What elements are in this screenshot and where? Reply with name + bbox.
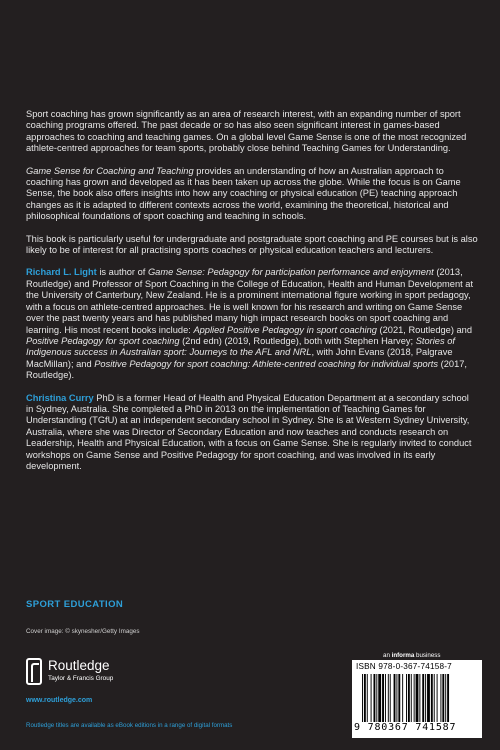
bio-text: , with John Evans (2018, Palgrave MacMillan); and [26,347,453,369]
audience-paragraph: This book is particularly useful for undergraduate and postgraduate sport coaching and PE courses but is also likely to be of interest for all practising sports coaches or physical education teachers and lecturers. [26,233,478,256]
bio-text: is author of [96,267,148,278]
isbn-number: ISBN 978-0-367-74158-7 [356,662,452,671]
bio-text: (2013, Routledge) and Professor of Sport Coaching in the College of Education, Health and Human Development at the University of Canterbury, New Zealand. He is a prominent international figure working in sport pedagogy, with a focus on athlete-centred approaches. He is well known for his research and writing on Game Sense over the past twenty years and has published many high impact research books on sport coaching and learning. His most recent books include: [26,267,474,335]
publisher-group: Taylor & Francis Group [48,675,114,682]
bio-title: Stories of Indigenous success in Australian sport: Journeys to the AFL and NRL [26,335,455,358]
intro-paragraph: Sport coaching has grown significantly as an area of research interest, with an expanding number of sport coaching programs offered. The past decade or so has also seen significant interest in games-based approaches to coaching and teaching games. On a global level Game Sense is one of the most recognized athlete-centred approaches for team sports, probably close behind Teaching Games for Understanding. [26,109,467,154]
book-title: Game Sense for Coaching and Teaching [26,165,194,176]
bio-text: PhD is a former Head of Health and Physical Education Department at a secondary school in Sydney, Australia. She completed a PhD in 2013 on the implementation of Teaching Games for Understanding (TGfU) at an independent secondary school in Sydney. She is at Western Sydney University, Australia, where she was Director of Secondary Education and now teaches and conducts research on Leadership, Health and Physical Education, with a focus on Game Sense. She is regularly invited to conduct workshops on Game Sense and Positive Pedagogy for sport coaching, and was involved in its early development. [26,392,472,471]
bio-text: (2nd edn) (2019, Routledge), both with Stephen Harvey; [179,335,416,346]
informa-suffix: business [414,652,441,659]
bio-text: (2021, Routledge) and [376,324,473,335]
back-cover-text [26,109,478,483]
bio-text: (2017, Routledge). [26,358,467,381]
publisher-logo [26,658,206,698]
author-bio-light [26,267,478,381]
author-bio-curry [26,393,478,473]
description-paragraph [26,166,478,223]
informa-brand: informa [391,652,415,659]
ebook-note: Routledge titles are available as eBook editions in a range of digital formats [26,722,233,729]
cover-image-credit: Cover image: © skynesher/Getty Images [26,628,140,635]
description-text: provides an understanding of how an Australian approach to coaching has grown and developed as it has been taken up across the globe. While the focus is on Game Sense, the book also offers insights into how any coaching or physical education (PE) teaching approach changes as it is adapted to different contexts across the world, examining the theoretical, historical and philosophical foundations of sport coaching and teaching in schools. [26,165,461,222]
subject-category: SPORT EDUCATION [26,599,124,610]
bio-title: Positive Pedagogy for sport coaching [26,335,180,346]
informa-prefix: an [383,652,392,659]
publisher-name: Routledge [48,658,110,673]
barcode-digits: 9 780367 741587 [354,722,457,733]
bio-title: Applied Positive Pedagogy in sport coaching [193,324,377,335]
barcode-bars [362,674,478,722]
bio-title: Game Sense: Pedagogy for participation performance and enjoyment [147,267,434,278]
isbn-barcode [352,660,482,738]
publisher-website-link[interactable]: www.routledge.com [26,697,93,704]
bio-title: Positive Pedagogy for sport coaching: Athlete-centred coaching for individual sports [94,358,439,369]
author-name: Christina Curry [26,392,94,403]
informa-business-label [383,652,440,659]
routledge-logo-icon [26,658,42,685]
author-name: Richard L. Light [26,267,97,278]
